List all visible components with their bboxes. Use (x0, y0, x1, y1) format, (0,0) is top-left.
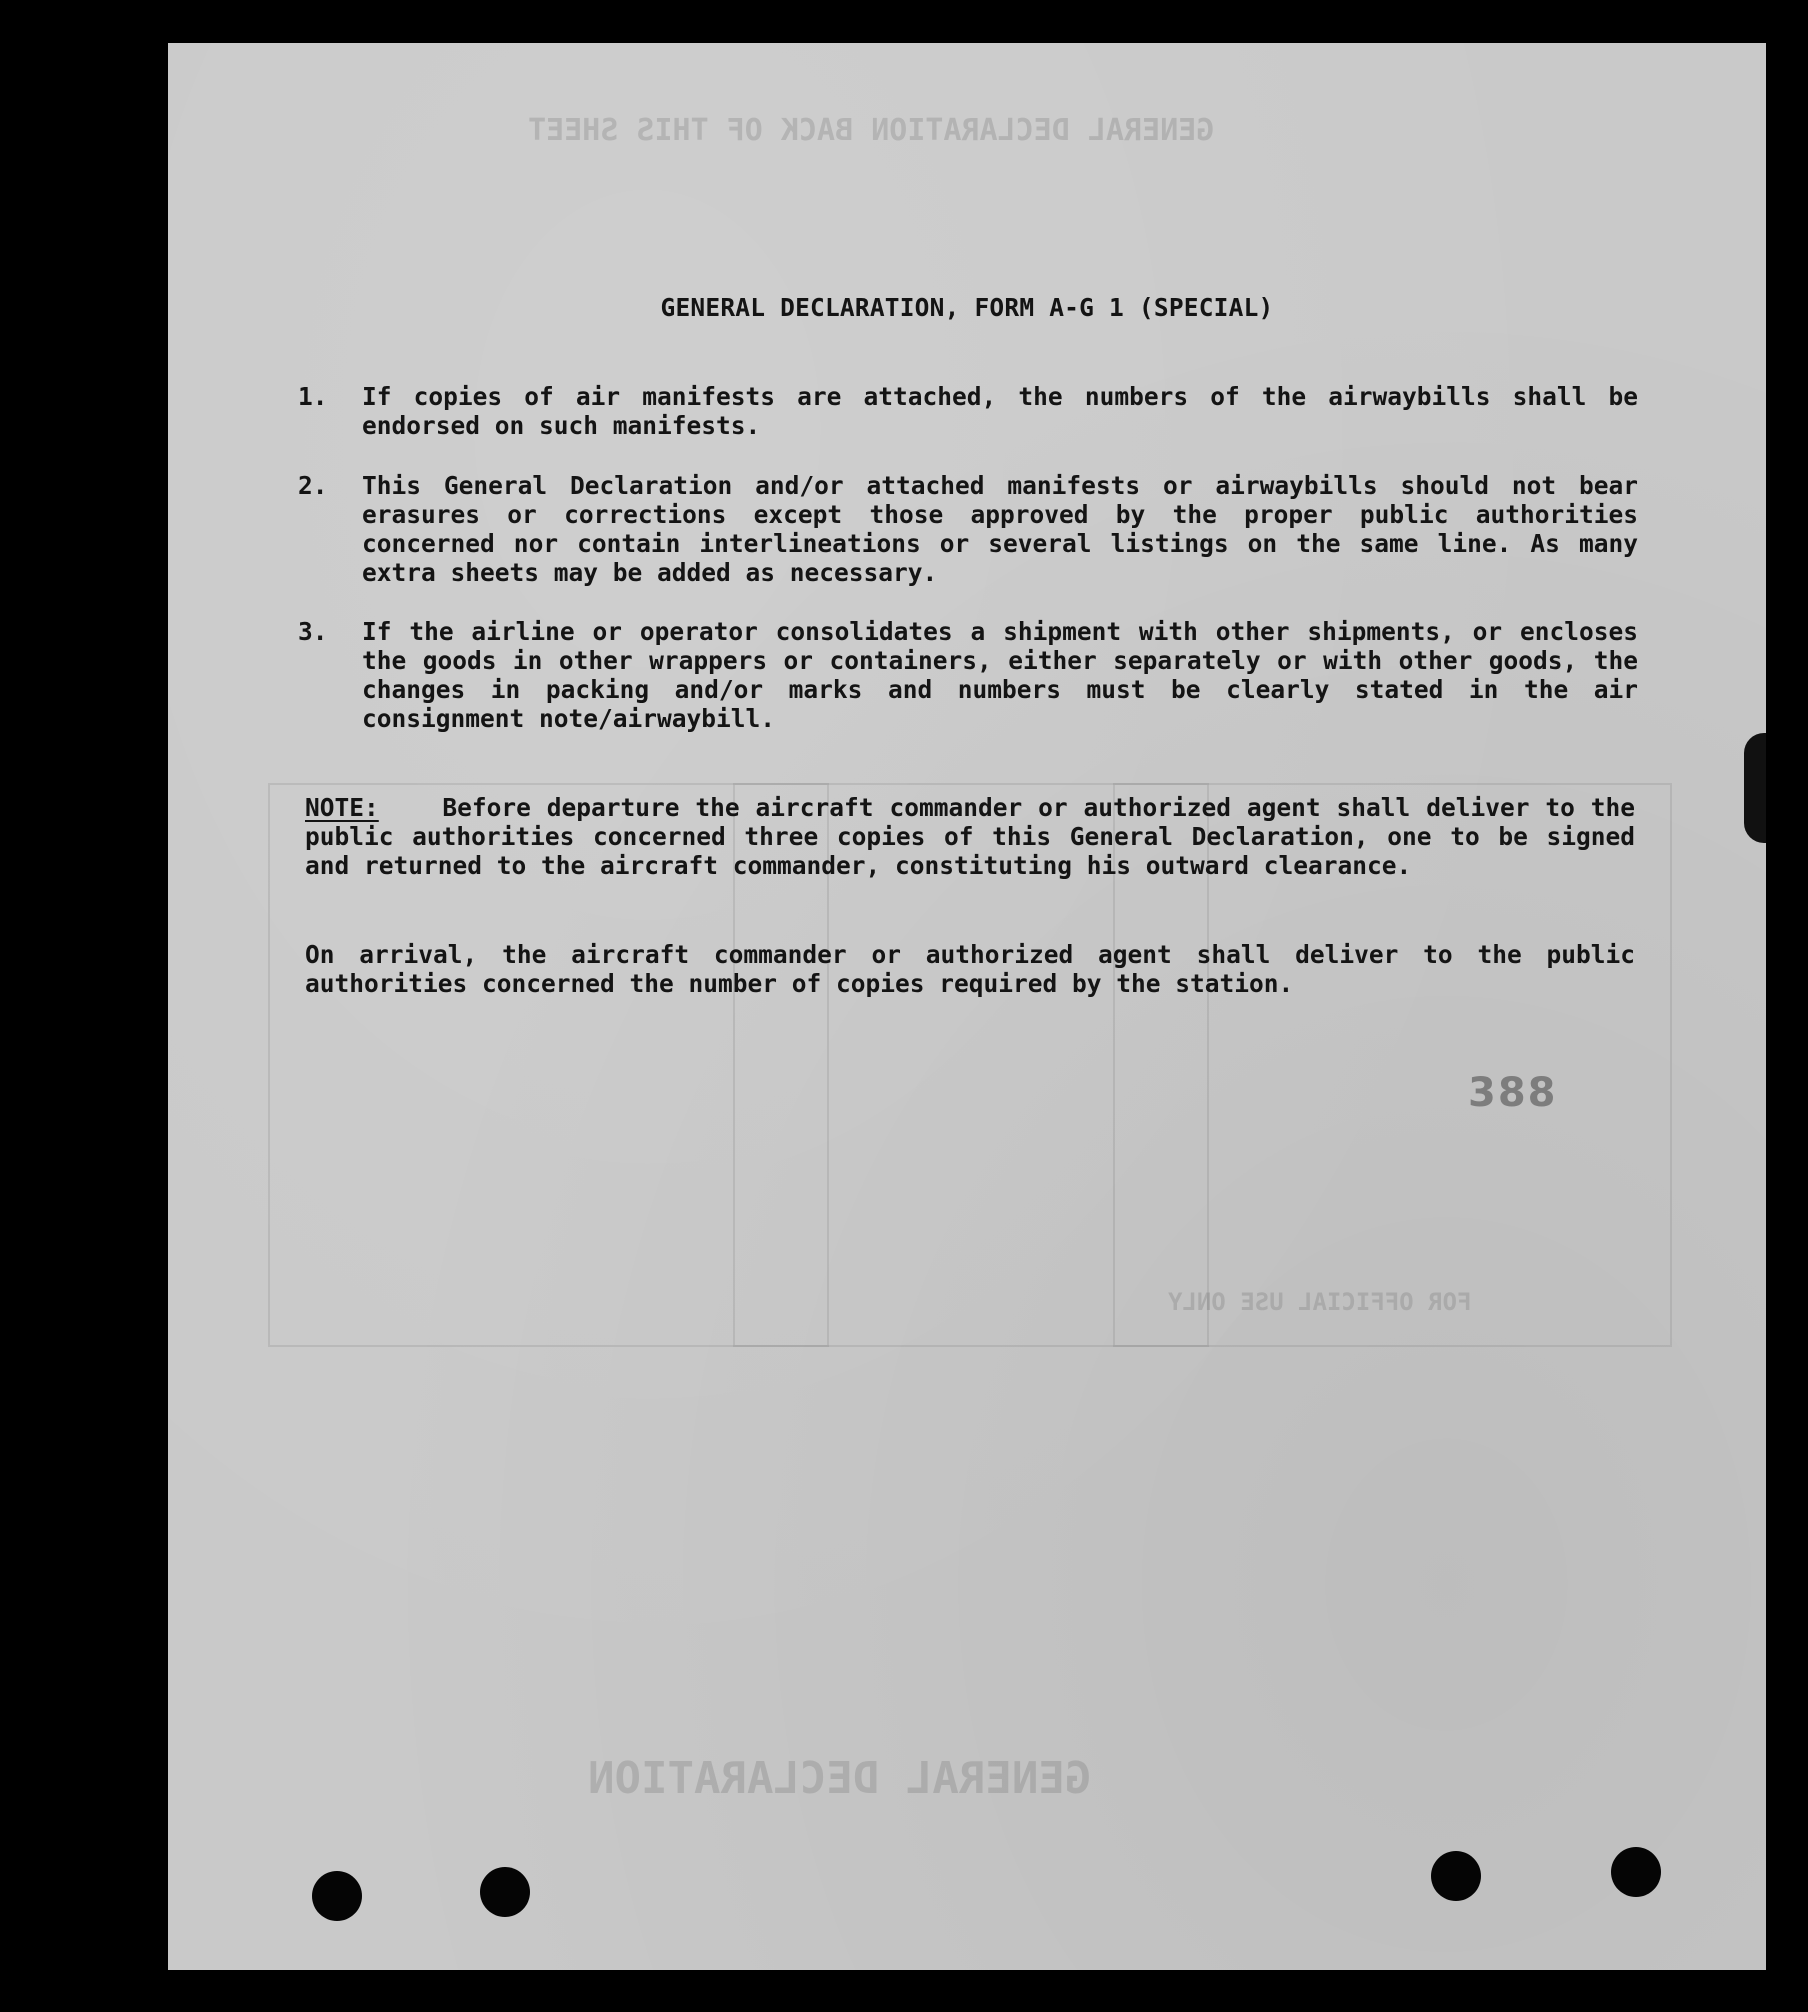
item-text: This General Declaration and/or attached manifests or airwaybills should not bear erasures or corrections except those approved by the proper public authorities concerned nor contain interlineations or several listings on the same line. As many extra sheets may be added as necessary. (362, 471, 1638, 587)
punch-hole (1611, 1847, 1661, 1897)
item-text: If copies of air manifests are attached, the numbers of the airwaybills shall be endorsed on such manifests. (362, 382, 1638, 440)
item-number: 2. (298, 471, 328, 500)
item-number: 1. (298, 382, 328, 411)
edge-tear (1744, 733, 1766, 843)
document-page (168, 43, 1766, 1970)
punch-hole (480, 1867, 530, 1917)
note-text: Before departure the aircraft commander or authorized agent shall deliver to the public authorities concerned three copies of this General Declaration, one to be signed and returned to the aircraft commander, constituting his outward clearance. (305, 793, 1635, 880)
note-paragraph (305, 793, 1635, 880)
list-item (298, 382, 1638, 440)
item-number: 3. (298, 617, 328, 646)
punch-hole (1431, 1851, 1481, 1901)
note-label: NOTE: (305, 793, 379, 822)
page-title: GENERAL DECLARATION, FORM A-G 1 (SPECIAL) (660, 293, 1274, 322)
item-text: If the airline or operator consolidates a shipment with other shipments, or encloses the goods in other wrappers or containers, either separately or with other goods, the changes in packing and/or marks and numbers must be clearly stated in the air consignment note/airwaybill. (362, 617, 1638, 733)
bleed-through-text: GENERAL DECLARATION BACK OF THIS SHEET (528, 113, 1215, 148)
punch-hole (312, 1871, 362, 1921)
list-item (298, 617, 1638, 733)
bleed-through-text: GENERAL DECLARATION (588, 1753, 1092, 1804)
arrival-paragraph: On arrival, the aircraft commander or authorized agent shall deliver to the public authorities concerned the number of copies required by the station. (305, 940, 1635, 998)
stamp-number: 388 (1468, 1070, 1558, 1116)
bleed-through-text: FOR OFFICIAL USE ONLY (1168, 1288, 1472, 1316)
list-item (298, 471, 1638, 587)
